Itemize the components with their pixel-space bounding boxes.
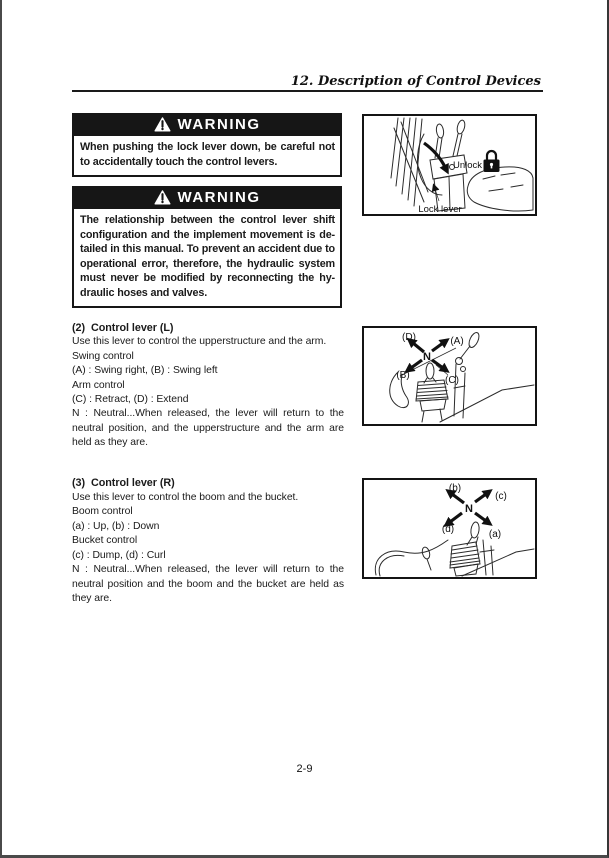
body-text-line: (C) : Retract, (D) : Extend xyxy=(72,394,189,406)
neutral-label: N xyxy=(465,503,473,515)
padlock-icon xyxy=(484,151,500,172)
body-text-line: Use this lever to control the upperstructure and the arm. xyxy=(72,336,327,348)
direction-label-c: (c) xyxy=(495,491,507,502)
direction-label-b: (b) xyxy=(448,483,462,494)
warning-title: WARNING xyxy=(177,116,261,133)
figure-control-lever-right xyxy=(362,478,537,579)
warning-text-line: tailed in this manual. To prevent an accident due to xyxy=(80,243,335,255)
direction-label-D: (D) xyxy=(402,332,416,343)
section-heading: (3) Control lever (R) xyxy=(72,477,175,489)
running-header: 12. Description of Control Devices xyxy=(290,74,541,89)
section-control-lever-right xyxy=(72,476,344,607)
direction-label-d: (d) xyxy=(441,524,455,535)
body-text-line: Bucket control xyxy=(72,535,138,546)
warning-text-line: to accidentally touch the control levers. xyxy=(80,155,278,168)
warning-text-line: configuration and the implement movement is de- xyxy=(80,228,335,241)
lock-lever-illustration xyxy=(364,116,535,214)
push-down-arrow xyxy=(424,143,445,167)
unlock-label: Unlock xyxy=(452,160,482,171)
body-text-line: Boom control xyxy=(72,506,133,517)
body-text-line: (c) : Dump, (d) : Curl xyxy=(72,549,166,561)
warning-text-line: operational error, therefore, the hydraulic system xyxy=(80,257,335,270)
body-text-line: N : Neutral...When released, the lever will return to the xyxy=(72,408,344,420)
body-text-line: held as they are. xyxy=(72,437,148,449)
warning-text-line: When pushing the lock lever down, be careful not xyxy=(80,141,335,153)
panel-edge-line xyxy=(462,549,534,576)
body-text-line: (a) : Up, (b) : Down xyxy=(72,520,160,532)
lock-lever-label: Lock lever xyxy=(418,204,462,214)
warning-box-1 xyxy=(72,113,342,177)
warning-title: WARNING xyxy=(177,189,261,206)
neutral-label: N xyxy=(423,351,431,363)
body-text-line: Swing control xyxy=(72,350,134,362)
body-text-line: N : Neutral...When released, the lever will return to the xyxy=(72,564,344,575)
warning-body xyxy=(72,136,342,177)
joystick-sketch xyxy=(375,522,494,576)
section-heading: (2) Control lever (L) xyxy=(72,322,174,334)
warning-body xyxy=(72,209,342,308)
body-text-line: neutral position and the boom and the bucket are held as xyxy=(72,578,344,590)
warning-triangle-icon xyxy=(154,190,171,205)
control-lever-right-illustration xyxy=(364,480,535,577)
page-number: 2-9 xyxy=(296,763,313,775)
figure-control-lever-left xyxy=(362,326,537,426)
warning-header-bar xyxy=(72,186,342,209)
control-lever-left-illustration xyxy=(364,328,535,424)
warning-text-line: draulic hoses and valves. xyxy=(80,286,208,299)
warning-box-2 xyxy=(72,186,342,308)
warning-text-line: The relationship between the control lever shift xyxy=(80,214,335,226)
direction-label-A: (A) xyxy=(450,336,464,347)
direction-label-B: (B) xyxy=(396,370,410,381)
direction-label-a: (a) xyxy=(488,529,502,540)
body-text-line: Use this lever to control the boom and the bucket. xyxy=(72,491,299,503)
body-text-line: neutral position, and the upperstructure and the arm are xyxy=(72,422,344,434)
figure-lock-lever xyxy=(362,114,537,216)
body-text-line: they are. xyxy=(72,593,112,604)
seat-sketch xyxy=(467,167,533,211)
direction-label-C: (C) xyxy=(445,375,459,386)
cab-pillar-sketch xyxy=(391,118,442,206)
section-control-lever-left xyxy=(72,321,344,451)
warning-text-line: must never be modified by reconnecting the hy- xyxy=(80,272,335,284)
warning-header-bar xyxy=(72,113,342,136)
header-rule xyxy=(72,90,543,92)
warning-triangle-icon xyxy=(154,117,171,132)
body-text-line: (A) : Swing right, (B) : Swing left xyxy=(72,365,218,377)
body-text-line: Arm control xyxy=(72,379,125,391)
